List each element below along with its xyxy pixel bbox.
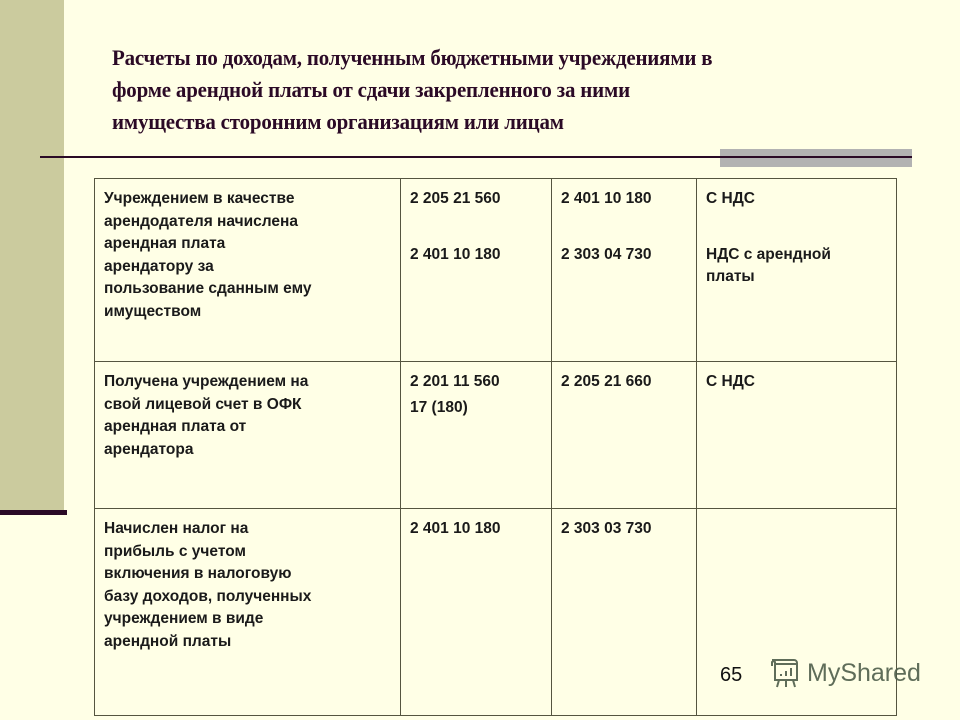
- title-divider: [40, 156, 912, 158]
- cell-text: Получена учреждением на: [104, 373, 309, 390]
- title-accent-block: [720, 149, 912, 167]
- credit-cell: [552, 179, 697, 362]
- note-cell: [697, 179, 897, 362]
- account-code: 2 201 11 560: [410, 373, 500, 390]
- cell-text: учреждением в виде: [104, 610, 264, 627]
- cell-text: арендатору за: [104, 257, 214, 275]
- cell-text: арендная плата от: [104, 418, 247, 435]
- account-code: 2 205 21 560: [410, 190, 501, 207]
- spacer: [706, 211, 888, 244]
- cell-text: арендная плата: [104, 235, 226, 252]
- table-row: [95, 362, 897, 509]
- cell-text: Учреждением в качестве: [104, 190, 295, 207]
- cell-text: арендодателя начислена: [104, 212, 299, 230]
- cell-text: включения в налоговую: [104, 565, 292, 582]
- slide-side-band: [0, 0, 64, 512]
- account-code: 17 (180): [410, 398, 468, 416]
- note-cell: [697, 362, 897, 509]
- page-number: 65: [720, 664, 743, 686]
- credit-cell: [552, 362, 697, 509]
- spacer: [561, 211, 688, 244]
- spacer: [410, 211, 543, 244]
- description-cell: [95, 509, 401, 716]
- cell-text: свой лицевой счет в ОФК: [104, 395, 302, 413]
- title-line: имущества сторонним организациям или лицам: [112, 109, 564, 134]
- cell-text: арендной платы: [104, 632, 232, 650]
- watermark-text: MyShared: [807, 658, 921, 687]
- debit-cell: [401, 179, 552, 362]
- debit-cell: [401, 362, 552, 509]
- slide-title: [112, 42, 856, 138]
- description-cell: [95, 179, 401, 362]
- account-code: 2 401 10 180: [410, 520, 501, 537]
- account-code: 2 205 21 660: [561, 373, 652, 390]
- title-line: Расчеты по доходам, полученным бюджетными учреждениями в: [112, 45, 713, 70]
- cell-text: базу доходов, полученных: [104, 587, 312, 605]
- accounting-entries-table: [94, 178, 897, 716]
- cell-text: арендатора: [104, 440, 194, 458]
- watermark: [767, 656, 921, 690]
- account-code: 2 303 03 730: [561, 520, 652, 537]
- note-text: НДС с арендной: [706, 245, 831, 263]
- description-cell: [95, 362, 401, 509]
- account-code: 2 401 10 180: [410, 245, 501, 263]
- presentation-board-icon: [767, 656, 801, 690]
- table-row: [95, 179, 897, 362]
- account-code: 2 401 10 180: [561, 190, 652, 207]
- note-text: платы: [706, 268, 755, 285]
- account-code: 2 303 04 730: [561, 245, 652, 263]
- title-line: форме арендной платы от сдачи закрепленного за ними: [112, 77, 630, 102]
- credit-cell: [552, 509, 697, 716]
- note-text: С НДС: [706, 190, 755, 207]
- cell-text: имуществом: [104, 302, 202, 320]
- note-text: С НДС: [706, 373, 755, 390]
- cell-text: Начислен налог на: [104, 520, 249, 537]
- cell-text: пользование сданным ему: [104, 280, 312, 297]
- cell-text: прибыль с учетом: [104, 542, 246, 560]
- debit-cell: [401, 509, 552, 716]
- side-accent-line: [0, 510, 67, 515]
